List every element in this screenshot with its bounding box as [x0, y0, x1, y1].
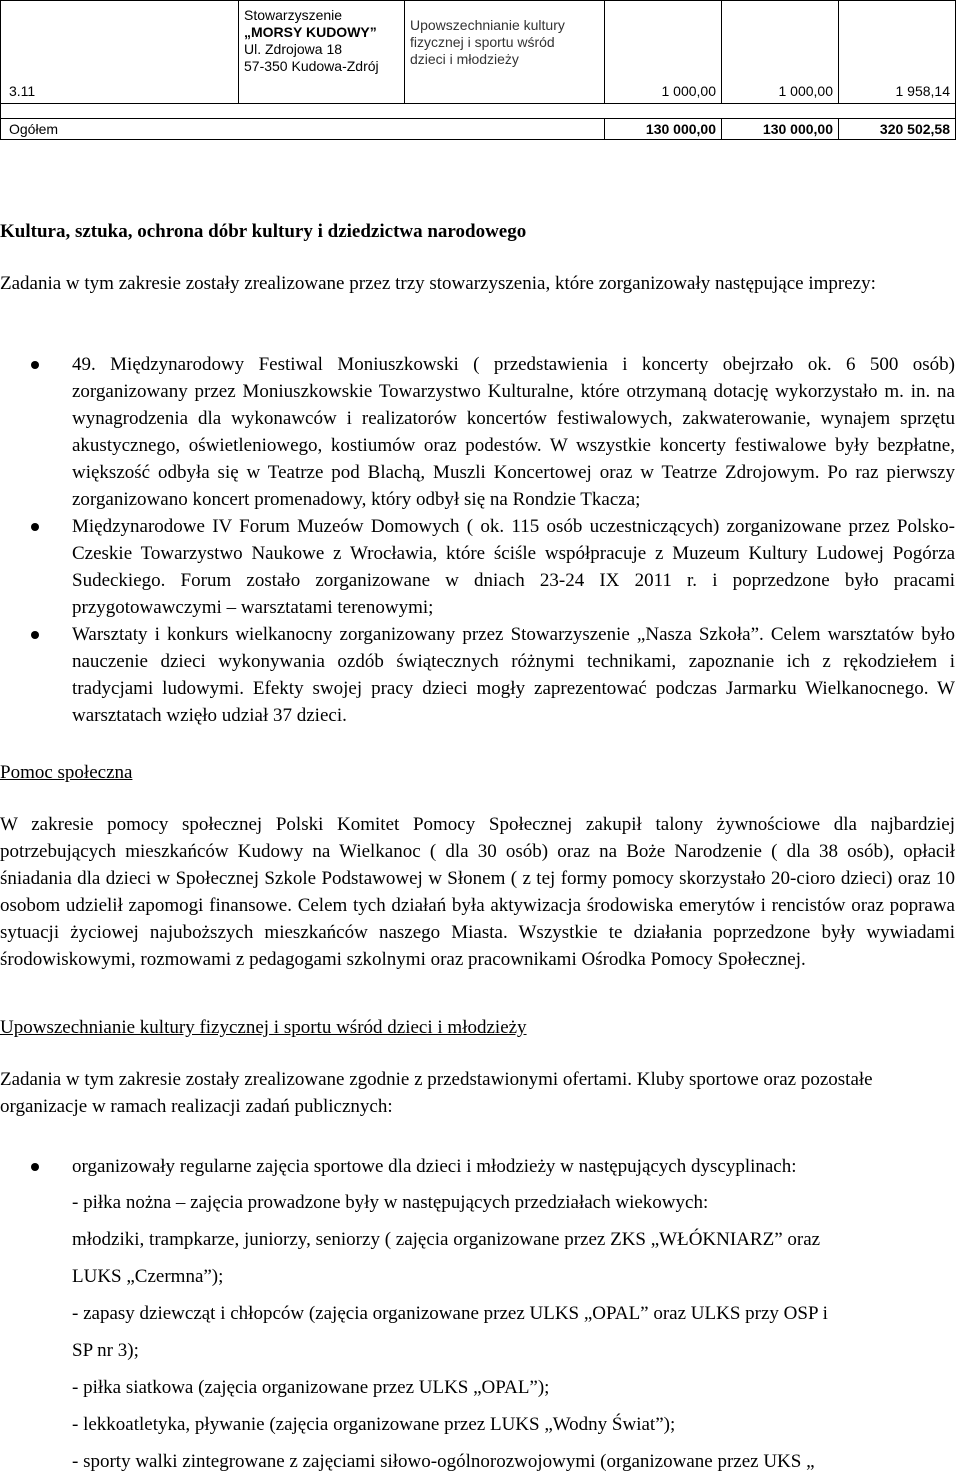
list-item	[0, 513, 955, 621]
organization-cell	[239, 1, 405, 104]
total-amount: 130 000,00	[722, 119, 839, 140]
bullet-icon	[31, 631, 39, 639]
list-item	[0, 621, 955, 729]
total-amount: 130 000,00	[605, 119, 722, 140]
list-item-text: organizowały regularne zajęcia sportowe dla dzieci i młodzieży w następujących dyscyplinach:	[72, 1156, 797, 1177]
culture-heading: Kultura, sztuka, ochrona dóbr kultury i dziedzictwa narodowego	[0, 221, 527, 242]
sport-heading: Upowszechnianie kultury fizycznej i sportu wśród dzieci i młodzieży	[0, 1017, 527, 1038]
org-name: Stowarzyszenie	[244, 7, 343, 23]
list-item-text: Międzynarodowe IV Forum Muzeów Domowych ( ok. 115 osób uczestniczących) zorganizowane przez Polsko-Czeskie Towarzystwo Naukowe z Wrocławia, które ściśle współpracuje z Muzeum Kultury Ludowej Pogórza Sudeckiego. Forum zostało zorganizowane w dniach 23-24 IX 2011 r. i poprzedzone było pracami przygotowawczymi – warsztatami terenowymi;	[72, 516, 955, 618]
discipline-line: - piłka nożna – zajęcia prowadzone były w następujących przedziałach wiekowych:	[72, 1192, 709, 1213]
social-heading: Pomoc społeczna	[0, 762, 133, 783]
list-item-text: 49. Międzynarodowy Festiwal Moniuszkowski ( przedstawienia i koncerty obejrzało ok. 6 500 osób) zorganizowany przez Moniuszkowskie Towarzystwo Kulturalne, które otrzymaną dotację wykorzystało m. in. na wynagrodzenia dla wykonawców i realizatorów koncertów festiwalowych, zakwaterowanie, wynajem sprzętu akustycznego, oświetleniowego, kostiumów oraz podestów. W wszystkie koncerty festiwalowe były bezpłatne, większość odbyła się w Teatrze pod Blachą, Muszli Koncertowej oraz w Teatrze Zdrojowym. Po raz pierwszy zorganizowano koncert promenadowy, który odbył się na Rondzie Tkacza;	[72, 354, 955, 510]
sport-list	[0, 1153, 955, 1180]
table-total-row	[1, 119, 956, 140]
table-row	[1, 1, 956, 104]
total-label: Ogółem	[1, 119, 605, 140]
discipline-list	[72, 1184, 952, 1480]
culture-list	[0, 351, 955, 729]
amount-cell: 1 000,00	[722, 1, 839, 104]
discipline-line: LUKS „Czermna”);	[72, 1266, 224, 1287]
discipline-line: - piłka siatkowa (zajęcia organizowane przez ULKS „OPAL”);	[72, 1377, 550, 1398]
amount-cell: 1 958,14	[839, 1, 956, 104]
list-item	[0, 351, 955, 513]
discipline-line: młodziki, trampkarze, juniorzy, seniorzy ( zajęcia organizowane przez ZKS „WŁÓKNIARZ” oraz	[72, 1229, 821, 1250]
task-cell	[405, 1, 605, 104]
discipline-line: SP nr 3);	[72, 1340, 139, 1361]
culture-intro: Zadania w tym zakresie zostały zrealizowane przez trzy stowarzyszenia, które zorganizowały następujące imprezy:	[0, 273, 876, 294]
amount-cell: 1 000,00	[605, 1, 722, 104]
bullet-icon	[31, 1163, 39, 1171]
sport-intro: Zadania w tym zakresie zostały zrealizowane zgodnie z przedstawionymi ofertami. Kluby sportowe oraz pozostałe organizacje w ramach realizacji zadań publicznych:	[0, 1069, 873, 1117]
discipline-line: - zapasy dziewcząt i chłopców (zajęcia organizowane przez ULKS „OPAL” oraz ULKS przy OSP i	[72, 1303, 828, 1324]
social-body: W zakresie pomocy społecznej Polski Komitet Pomocy Społecznej zakupił talony żywnościowe dla najbardziej potrzebujących mieszkańców Kudowy na Wielkanoc ( dla 30 osób) oraz na Boże Narodzenie ( dla 38 osób), opłacił śniadania dla dzieci w Społecznej Szkole Podstawowej w Słonem ( z tej formy pomocy skorzystało 20-cioro dzieci) oraz 10 osobom udzielił zapomogi finansowe. Celem tych działań była aktywizacja środowiska emerytów i rencistów oraz poprawa sytuacji życiowej najuboższych mieszkańców naszego Miasta. Wszystkie te działania poprzedzone były wywiadami środowiskowymi, rozmowami z pedagogami szkolnymi oraz pracownikami Ośrodka Pomocy Społecznej.	[0, 814, 955, 970]
task-line: fizycznej i sportu wśród	[410, 34, 555, 50]
row-number: 3.11	[1, 1, 239, 104]
task-line: Upowszechnianie kultury	[410, 17, 565, 33]
bullet-icon	[31, 523, 39, 531]
list-item-text: Warsztaty i konkurs wielkanocny zorganizowany przez Stowarzyszenie „Nasza Szkoła”. Celem warsztatów było nauczenie dzieci wykonywania ozdób świątecznych różnymi technikami, zapoznanie ich z rękodziełem i tradycjami ludowymi. Efekty swojej pracy dzieci mogły zaprezentować podczas Jarmarku Wielkanocnego. W warsztatach wzięło udział 37 dzieci.	[72, 624, 955, 726]
bullet-icon	[31, 361, 39, 369]
org-street: Ul. Zdrojowa 18	[244, 41, 343, 57]
org-city: 57-350 Kudowa-Zdrój	[244, 58, 379, 74]
total-amount: 320 502,58	[839, 119, 956, 140]
discipline-line: - sporty walki zintegrowane z zajęciami siłowo-ogólnorozwojowymi (organizowane przez UKS „	[72, 1451, 815, 1472]
list-item	[0, 1153, 955, 1180]
table-spacer-row	[1, 104, 956, 119]
org-name-quoted: „MORSY KUDOWY”	[244, 24, 377, 40]
grants-table	[0, 0, 956, 140]
task-line: dzieci i młodzieży	[410, 51, 519, 67]
discipline-line: - lekkoatletyka, pływanie (zajęcia organizowane przez LUKS „Wodny Świat”);	[72, 1414, 676, 1435]
